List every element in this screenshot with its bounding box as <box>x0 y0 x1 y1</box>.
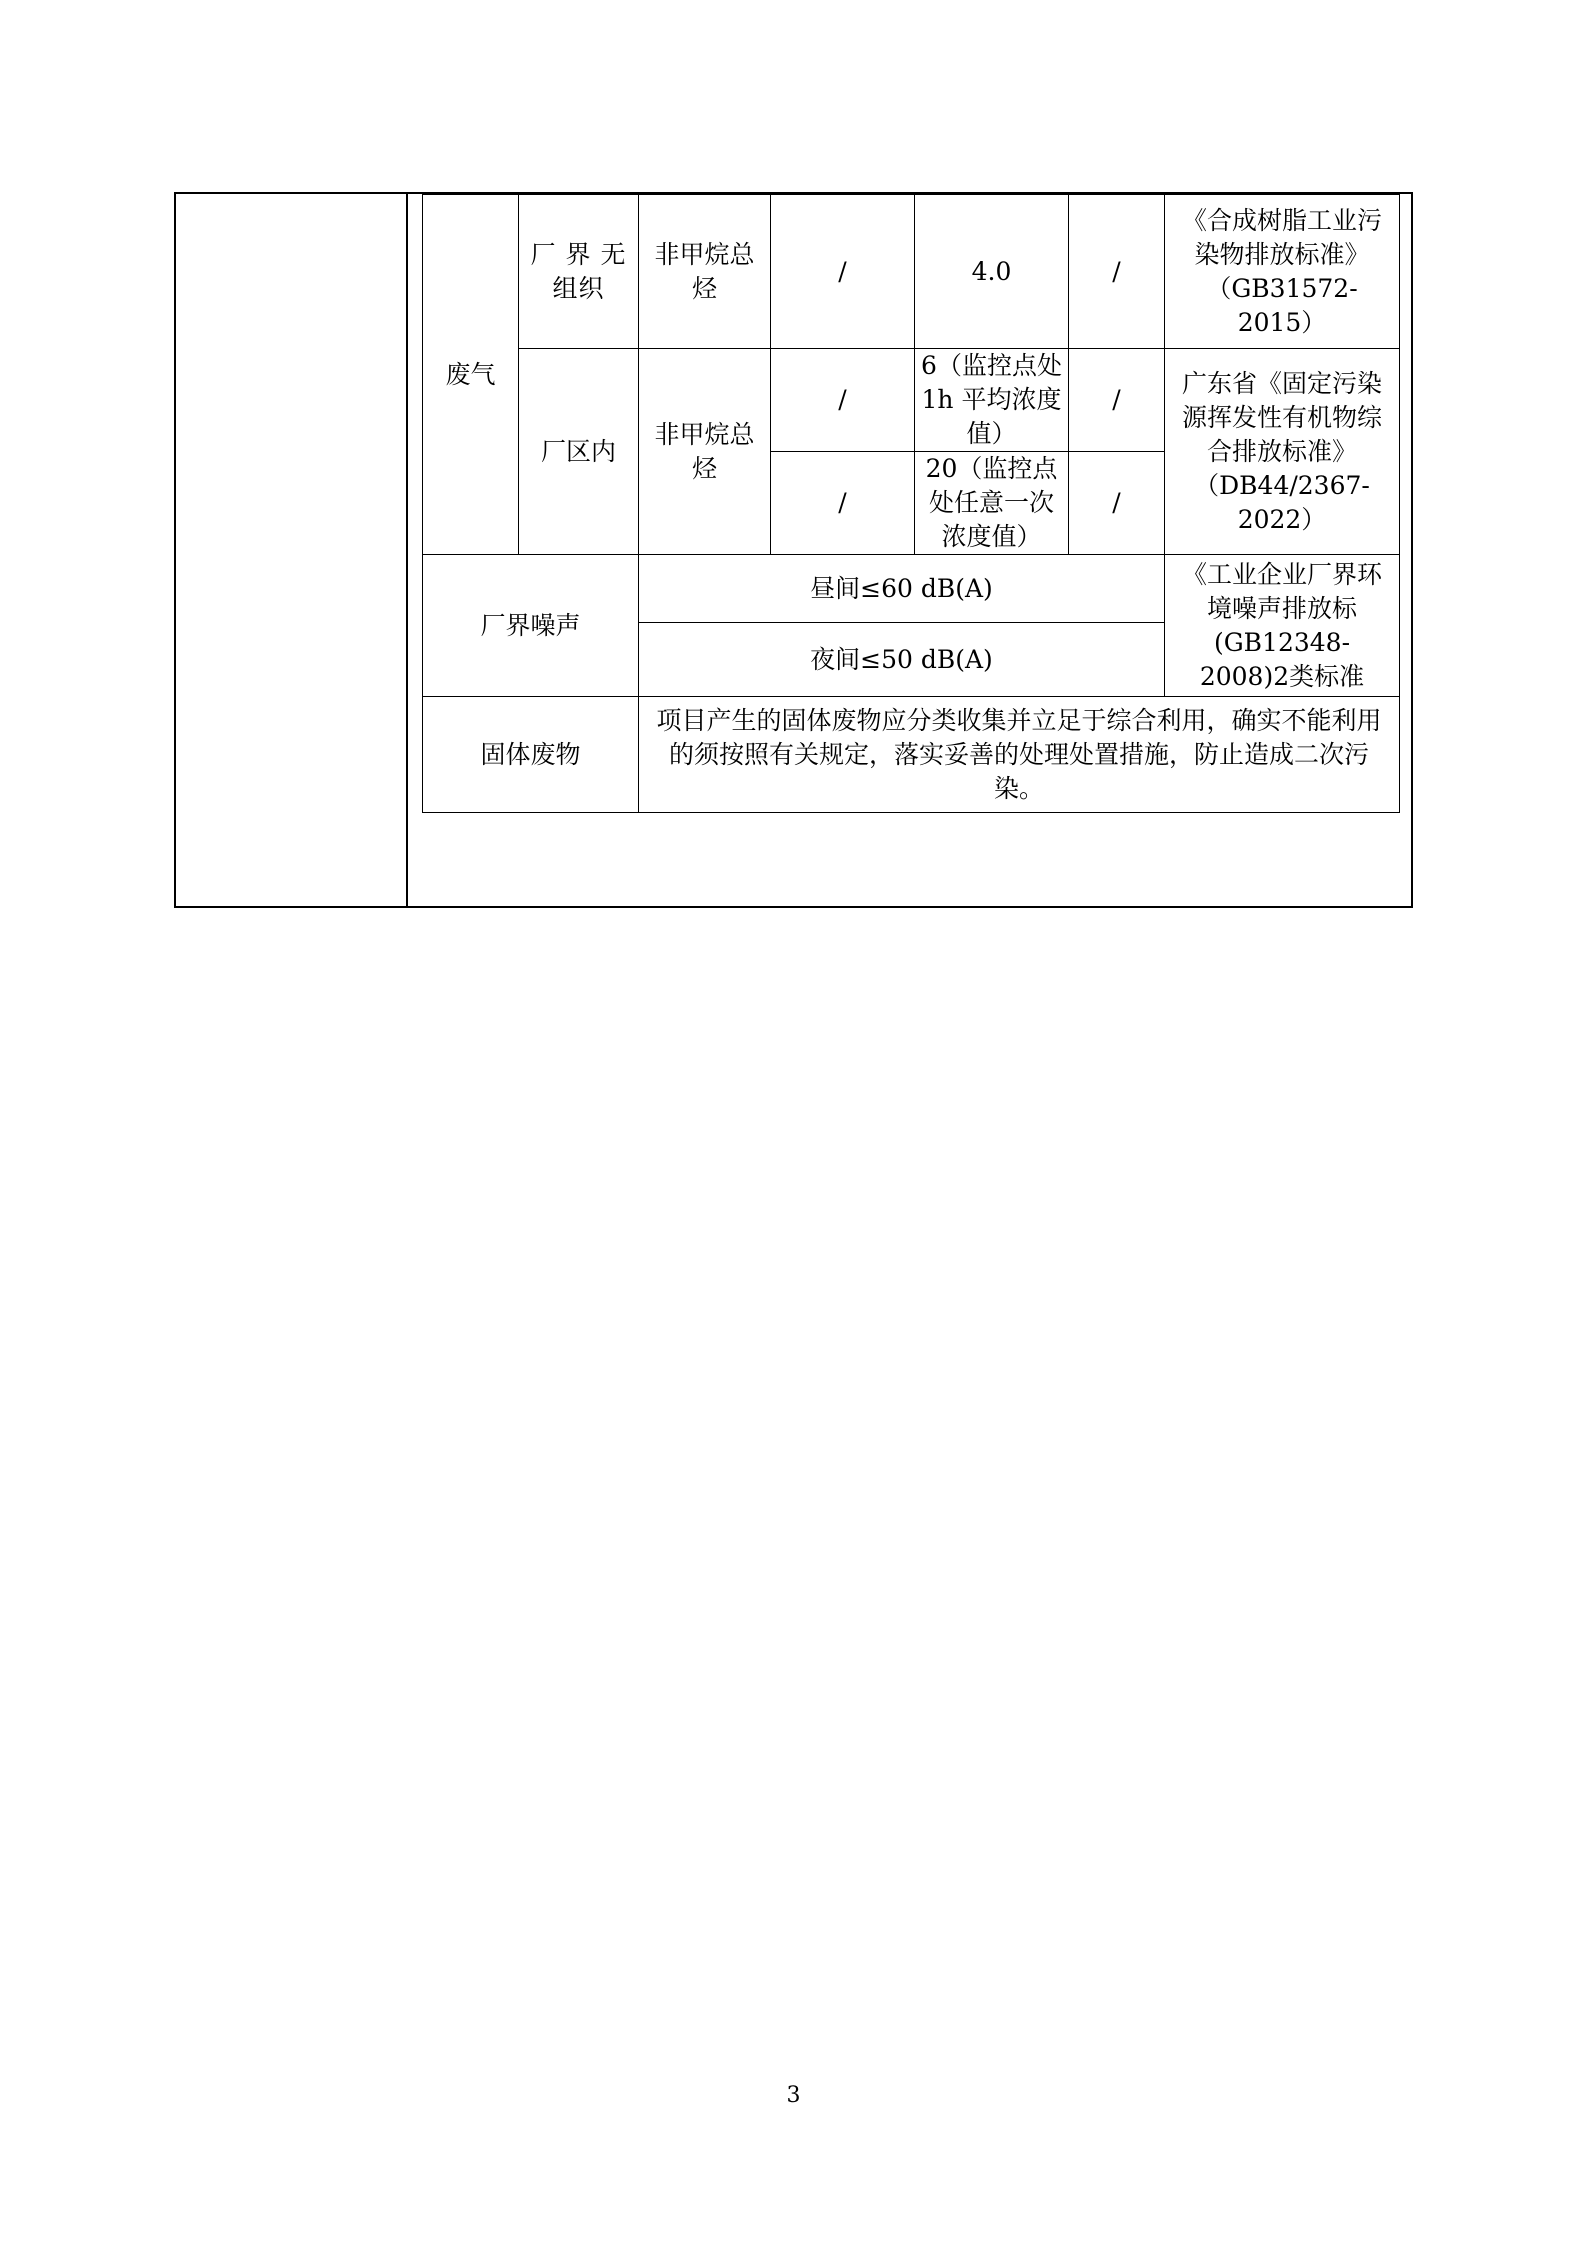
table-row <box>423 697 1400 813</box>
table-cell-slash: / <box>771 349 915 452</box>
noise-night-limit: 夜间≤50 dB(A) <box>639 623 1165 697</box>
noise-label: 厂界噪声 <box>423 555 639 697</box>
pollutant-nmhc: 非甲烷总烃 <box>639 195 771 349</box>
table-cell-slash: / <box>771 195 915 349</box>
limit-value-1h: 6（监控点处1h 平均浓度值） <box>915 349 1069 452</box>
table-row <box>423 349 1400 452</box>
table-row <box>423 555 1400 623</box>
page-number: 3 <box>786 2083 801 2108</box>
standard-reference: 广东省《固定污染源挥发性有机物综合排放标准》（DB44/2367-2022） <box>1165 349 1400 555</box>
table-row <box>423 195 1400 349</box>
limit-value-once: 20（监控点处任意一次浓度值） <box>915 452 1069 555</box>
limit-value: 4.0 <box>915 195 1069 349</box>
table-cell-slash: / <box>771 452 915 555</box>
noise-day-limit: 昼间≤60 dB(A) <box>639 555 1165 623</box>
table-cell-slash: / <box>1069 349 1165 452</box>
pollutant-nmhc: 非甲烷总烃 <box>639 349 771 555</box>
solid-waste-requirement: 项目产生的固体废物应分类收集并立足于综合利用，确实不能利用的须按照有关规定，落实妥善的处理处置措施，防止造成二次污染。 <box>639 697 1400 813</box>
outer-column-divider <box>406 194 408 906</box>
boundary-unorganized-label: 厂 界 无组织 <box>519 195 639 349</box>
in-plant-label: 厂区内 <box>519 349 639 555</box>
table-cell-slash: / <box>1069 195 1165 349</box>
outer-table-frame <box>174 192 1413 908</box>
standard-reference: 《合成树脂工业污染物排放标准》（GB31572-2015） <box>1165 195 1400 349</box>
solid-waste-label: 固体废物 <box>423 697 639 813</box>
waste-gas-label: 废气 <box>423 195 519 555</box>
standards-table <box>422 194 1400 813</box>
table-cell-slash: / <box>1069 452 1165 555</box>
noise-standard: 《工业企业厂界环境噪声排放标(GB12348-2008)2类标准 <box>1165 555 1400 697</box>
